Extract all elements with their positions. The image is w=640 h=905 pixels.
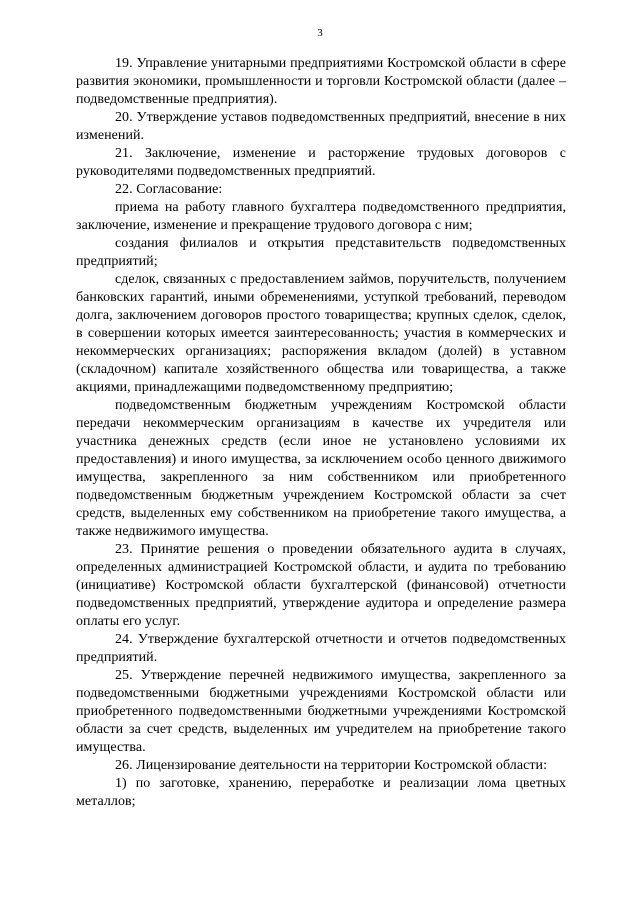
paragraph-item-26: 26. Лицензирование деятельности на территории Костромской области: bbox=[115, 758, 548, 773]
paragraph-item-20: 20. Утверждение уставов подведомственных предприятий, внесение в них изменений. bbox=[76, 110, 566, 143]
paragraph-item-24: 24. Утверждение бухгалтерской отчетности и отчетов подведомственных предприятий. bbox=[76, 632, 566, 665]
paragraph-22-transactions: сделок, связанных с предоставлением займов, поручительств, получением банковских гарантий, иными обременениями, уступкой требований, переводом долга, заключением договоров простого товарищества; крупных сделок, сделок, в совершении которых имеется заинтересованность; участия в коммерческих и некоммерческих организациях; распоряжения вкладом (долей) в уставном (складочном) капитале хозяйственного общества или товарищества, а также акциями, принадлежащими подведомственному предприятию; bbox=[76, 272, 566, 395]
paragraph-22-branches: создания филиалов и открытия представительств подведомственных предприятий; bbox=[76, 236, 566, 269]
paragraph-item-22: 22. Согласование: bbox=[115, 182, 223, 197]
paragraph-item-21: 21. Заключение, изменение и расторжение трудовых договоров с руководителями подведомственных предприятий. bbox=[76, 146, 566, 179]
paragraph-item-23: 23. Принятие решения о проведении обязательного аудита в случаях, определенных администрацией Костромской области, и аудита по требованию (инициативе) Костромской области бухгалтерской (финансовой) отчетности подведомственных предприятий, утверждение аудитора и определение размера оплаты его услуг. bbox=[76, 542, 566, 629]
paragraph-item-25: 25. Утверждение перечней недвижимого имущества, закрепленного за подведомственными бюджетными учреждениями Костромской области или приобретенного подведомственными бюджетными учреждениями Костромской области за счет средств, выделенных им учредителем на приобретение такого имущества. bbox=[76, 668, 566, 755]
paragraph-22-budget-institutions: подведомственным бюджетным учреждениям Костромской области передачи некоммерческим организациям в качестве их учредителя или участника денежных средств (если иное не установлено условиями их предоставления) и иного имущества, за исключением особо ценного движимого имущества, закрепленного за ним собственником или приобретенного подведомственным бюджетным учреждением Костромской области за счет средств, выделенных ему собственником на приобретение такого имущества, а также недвижимого имущества. bbox=[76, 398, 566, 539]
document-body bbox=[76, 55, 566, 811]
paragraph-22-chief-accountant: приема на работу главного бухгалтера подведомственного предприятия, заключение, изменение и прекращение трудового договора с ним; bbox=[76, 200, 566, 233]
page-number: 3 bbox=[317, 27, 323, 39]
paragraph-item-19: 19. Управление унитарными предприятиями Костромской области в сфере развития экономики, промышленности и торговли Костромской области (далее – подведомственные предприятия). bbox=[76, 56, 566, 107]
paragraph-26-subitem-1: 1) по заготовке, хранению, переработке и реализации лома цветных металлов; bbox=[76, 776, 566, 809]
